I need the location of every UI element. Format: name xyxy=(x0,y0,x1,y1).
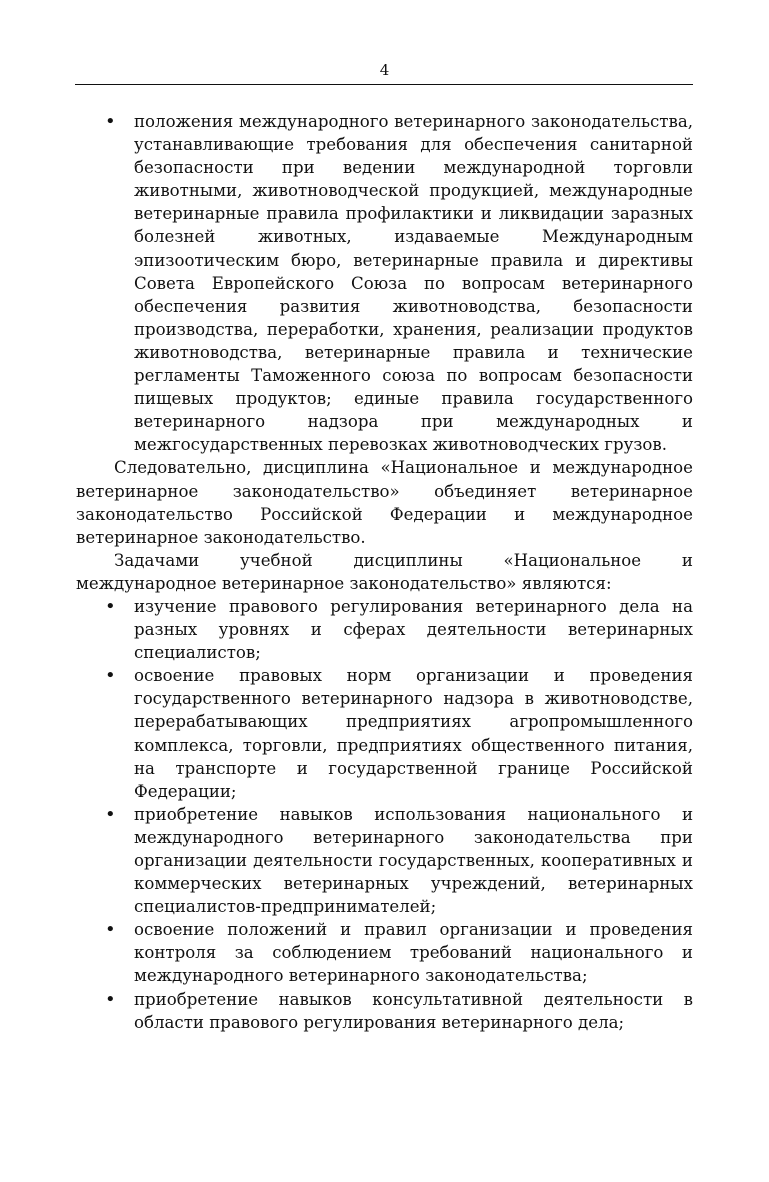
page-content xyxy=(76,110,693,1034)
tasks-list xyxy=(76,595,693,1034)
list-item: • приобретение навыков консультативной деятельности в области правового регулирования ветеринарного дела; xyxy=(76,988,693,1034)
header-rule xyxy=(75,84,693,85)
page-number: 4 xyxy=(379,61,390,79)
intro-list xyxy=(76,110,693,456)
paragraph-tasks-intro: Задачами учебной дисциплины «Национальное и международное ветеринарное законодательство» являются: xyxy=(76,550,693,593)
list-item: • положения международного ветеринарного законодательства, устанавливающие требования для обеспечения санитарной безопасности при ведении международной торговли животными, животноводческой продукцией, международные ветеринарные правила профилактики и ликвидации заразных болезней животных, издаваемые Международным эпизоотическим бюро, ветеринарные правила и директивы Совета Европейского Союза по вопросам ветеринарного обеспечения развития животноводства, безопасности производства, переработки, хранения, реализации продуктов животноводства, ветеринарные правила и технические регламенты Таможенного союза по вопросам безопасности пищевых продуктов; единые правила государственного ветеринарного надзора при международных и межгосударственных перевозках животноводческих грузов. xyxy=(76,110,693,456)
paragraph-conclusion: Следовательно, дисциплина «Национальное и международное ветеринарное законодательство» объединяет ветеринарное законодательство Российской Федерации и международное ветеринарное законодательство. xyxy=(76,458,693,547)
list-item: • освоение положений и правил организации и проведения контроля за соблюдением требований национального и международного ветеринарного законодательства; xyxy=(76,918,693,987)
list-item: • изучение правового регулирования ветеринарного дела на разных уровнях и сферах деятельности ветеринарных специалистов; xyxy=(76,595,693,664)
list-item: • освоение правовых норм организации и проведения государственного ветеринарного надзора в животноводстве, перерабатывающих предприятиях агропромышленного комплекса, торговли, предприятиях общественного питания, на транспорте и государственной границе Российской Федерации; xyxy=(76,664,693,803)
list-item: • приобретение навыков использования национального и международного ветеринарного законодательства при организации деятельности государственных, кооперативных и коммерческих ветеринарных учреждений, ветеринарных специалистов-предпринимателей; xyxy=(76,803,693,918)
